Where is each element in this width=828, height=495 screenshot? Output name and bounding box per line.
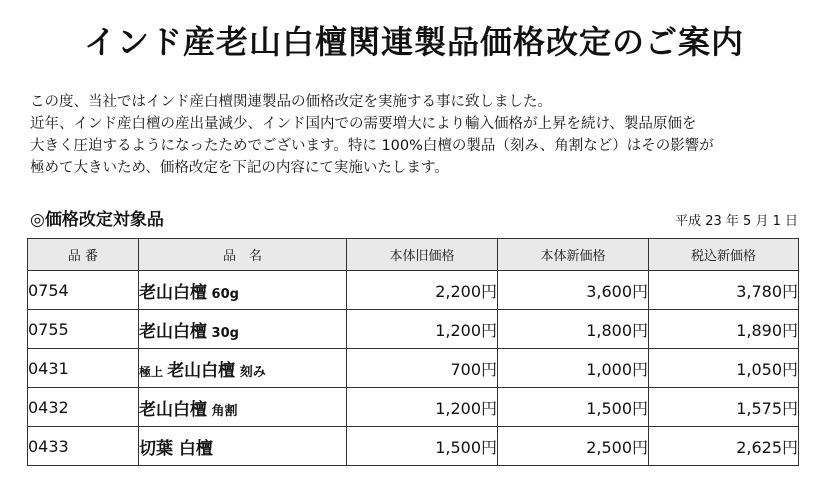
- column-header-code: 品 番: [28, 239, 139, 271]
- table-row: [28, 349, 799, 388]
- tax-included-price: 2,625円: [649, 427, 799, 466]
- product-name-suffix: 刻み: [235, 364, 266, 380]
- product-code: 0755: [28, 310, 139, 349]
- product-name-suffix: 角割: [207, 403, 238, 419]
- intro-line: この度、当社ではインド産白檀関連製品の価格改定を実施する事に致しました。: [30, 94, 552, 110]
- product-name: [139, 310, 347, 349]
- table-row: [28, 427, 799, 466]
- product-name-main: 老山白檀: [139, 282, 207, 303]
- product-name-suffix: 60g: [207, 286, 239, 302]
- intro-text: [30, 91, 805, 179]
- section-heading: ◎価格改定対象品: [30, 210, 164, 230]
- tax-included-price: 1,575円: [649, 388, 799, 427]
- product-name-suffix: 30g: [207, 325, 239, 341]
- old-price: 2,200円: [347, 271, 498, 310]
- column-header-name: 品 名: [139, 239, 347, 271]
- tax-included-price: 1,890円: [649, 310, 799, 349]
- page-title: インド産老山白檀関連製品価格改定のご案内: [83, 23, 744, 61]
- tax-included-price: 3,780円: [649, 271, 799, 310]
- product-name-main: 切葉 白檀: [139, 438, 213, 459]
- product-name-prefix: 極上: [139, 364, 168, 379]
- product-code: 0754: [28, 271, 139, 310]
- product-code: 0432: [28, 388, 139, 427]
- product-name: [139, 271, 347, 310]
- table-row: [28, 271, 799, 310]
- tax-included-price: 1,050円: [649, 349, 799, 388]
- intro-line: 大きく圧迫するようになったためでございます。特に 100%白檀の製品（刻み、角割など）はその影響が: [30, 138, 714, 154]
- old-price: 700円: [347, 349, 498, 388]
- table-row: [28, 310, 799, 349]
- price-table: [27, 238, 799, 466]
- old-price: 1,200円: [347, 388, 498, 427]
- new-price: 2,500円: [498, 427, 649, 466]
- table-row: [28, 388, 799, 427]
- product-name-main: 老山白檀: [167, 360, 236, 381]
- new-price: 1,000円: [498, 349, 649, 388]
- product-code: 0433: [28, 427, 139, 466]
- intro-line: 極めて大きいため、価格改定を下記の内容にて実施いたします。: [30, 160, 449, 176]
- product-name-main: 老山白檀: [139, 399, 207, 420]
- product-name: [139, 388, 347, 427]
- new-price: 1,500円: [498, 388, 649, 427]
- column-header-tax-price: 税込新価格: [649, 239, 799, 271]
- product-name-main: 老山白檀: [139, 321, 207, 342]
- column-header-new-price: 本体新価格: [498, 239, 649, 271]
- effective-date: 平成 23 年 5 月 1 日: [675, 214, 798, 229]
- product-code: 0431: [28, 349, 139, 388]
- old-price: 1,200円: [347, 310, 498, 349]
- product-name: [139, 349, 347, 388]
- new-price: 1,800円: [498, 310, 649, 349]
- product-name: [139, 427, 347, 466]
- column-header-old-price: 本体旧価格: [347, 239, 498, 271]
- intro-line: 近年、インド産白檀の産出量減少、インド国内での需要増大により輸入価格が上昇を続け、製品原価を: [30, 116, 697, 132]
- table-header-row: [28, 239, 799, 271]
- new-price: 3,600円: [498, 271, 649, 310]
- old-price: 1,500円: [347, 427, 498, 466]
